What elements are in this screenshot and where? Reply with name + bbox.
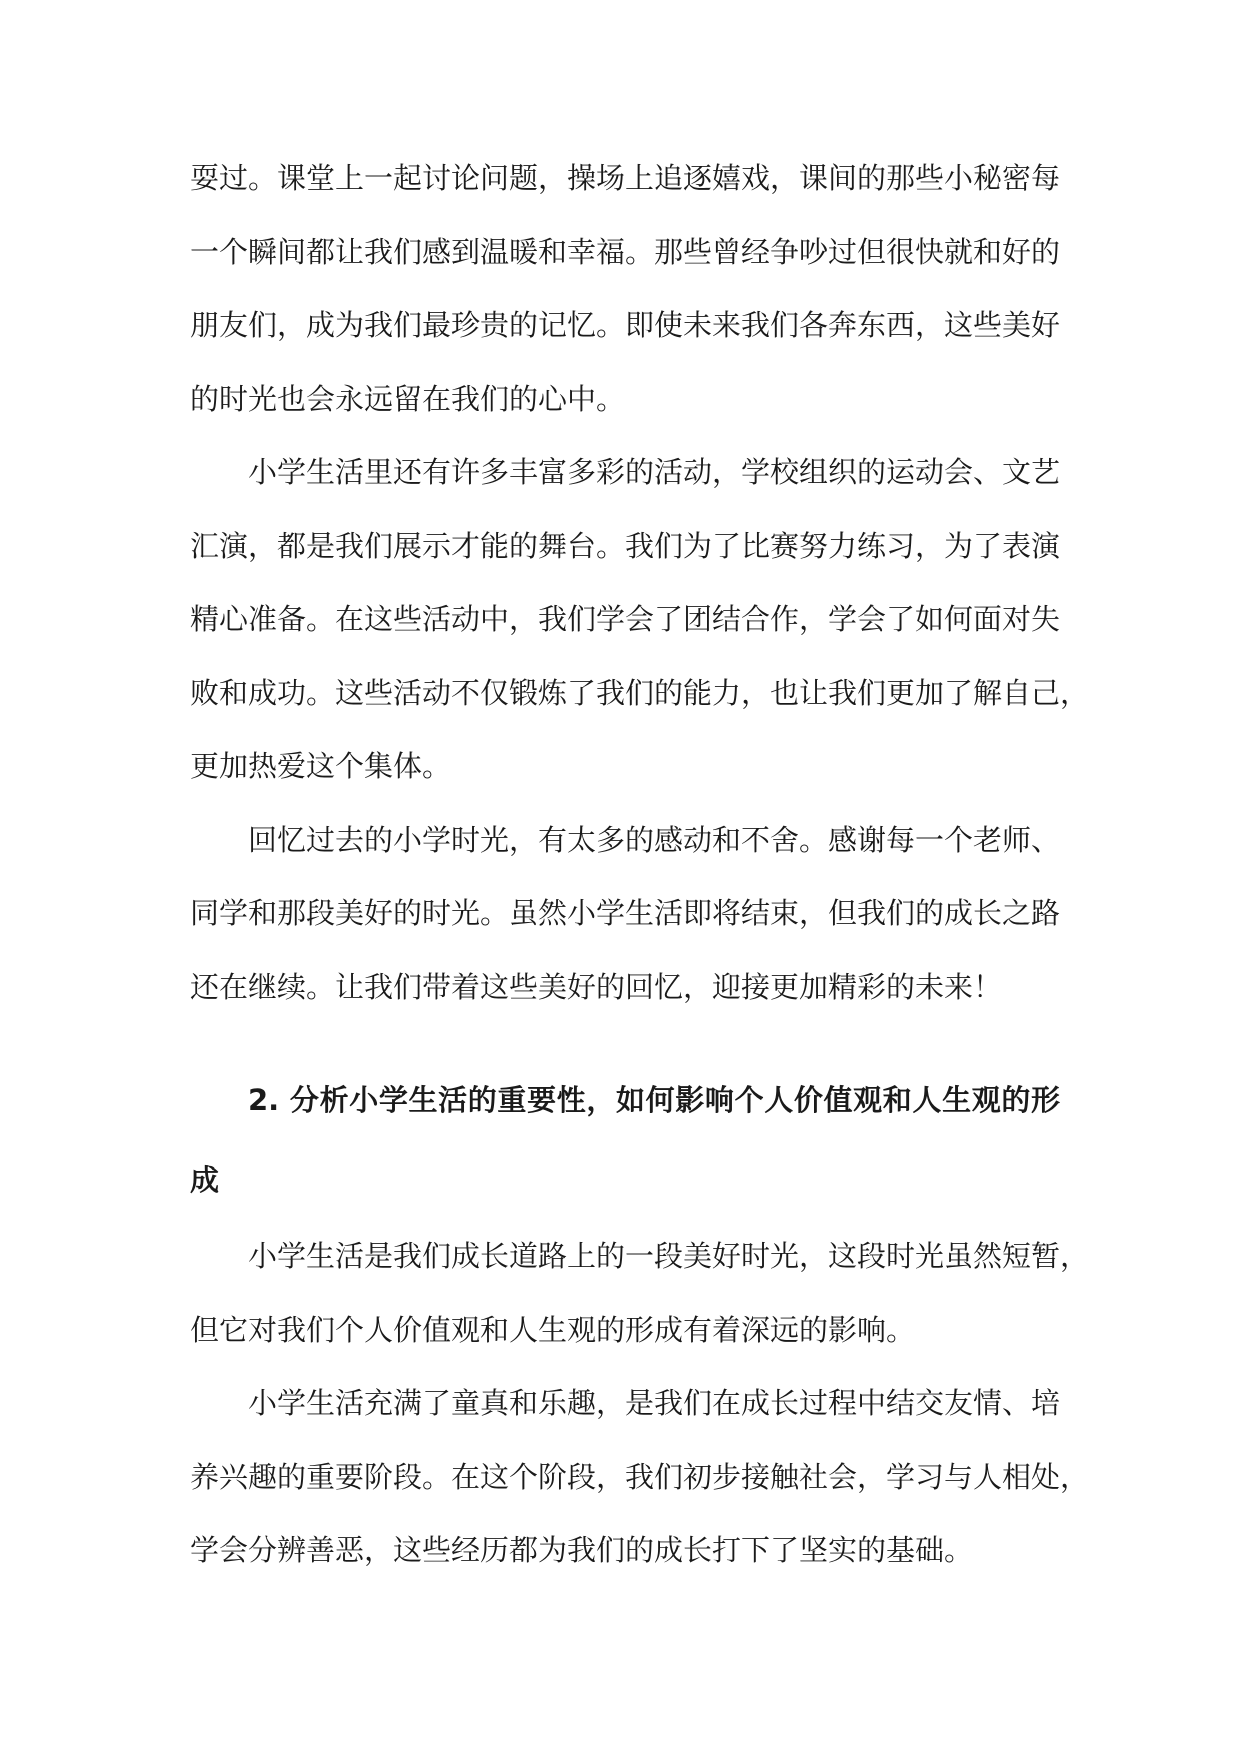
text-line: 但它对我们个人价值观和人生观的形成有着深远的影响。: [190, 1312, 916, 1347]
text-line: 学会分辨善恶，这些经历都为我们的成长打下了坚实的基础。: [190, 1533, 974, 1567]
text-line: 回忆过去的小学时光，有太多的感动和不舍。感谢每一个老师、: [248, 822, 1061, 857]
heading-line: 成: [190, 1163, 220, 1197]
paragraph-memories: [190, 804, 1060, 1025]
paragraph-growth-foundation: [190, 1367, 1090, 1588]
text-line: 一个瞬间都让我们感到温暖和幸福。那些曾经争吵过但很快就和好的: [190, 234, 1061, 269]
section-heading: [190, 1060, 1060, 1220]
spacer: [190, 1024, 1060, 1060]
text-line: 更加热爱这个集体。: [190, 749, 452, 783]
text-line: 同学和那段美好的时光。虽然小学生活即将结束，但我们的成长之路: [190, 896, 1061, 930]
text-line: 小学生活里还有许多丰富多彩的活动，学校组织的运动会、文艺: [248, 455, 1061, 489]
paragraph-importance: [190, 1220, 1090, 1367]
paragraph-activities: [190, 436, 1090, 804]
text-line: 的时光也会永远留在我们的心中。: [190, 381, 626, 416]
paragraph-childhood-friends: [190, 142, 1060, 436]
text-line: 养兴趣的重要阶段。在这个阶段，我们初步接触社会，学习与人相处，: [190, 1459, 1090, 1494]
text-line: 还在继续。让我们带着这些美好的回忆，迎接更加精彩的未来！: [190, 969, 1003, 1004]
heading-line: 2. 分析小学生活的重要性，如何影响个人价值观和人生观的形: [248, 1083, 1060, 1117]
text-line: 小学生活充满了童真和乐趣，是我们在成长过程中结交友情、培: [248, 1386, 1061, 1420]
text-line: 小学生活是我们成长道路上的一段美好时光，这段时光虽然短暂，: [248, 1239, 1090, 1273]
text-line: 耍过。课堂上一起讨论问题，操场上追逐嬉戏，课间的那些小秘密每: [190, 161, 1061, 195]
text-line: 败和成功。这些活动不仅锻炼了我们的能力，也让我们更加了解自己，: [190, 675, 1090, 710]
text-line: 朋友们，成为我们最珍贵的记忆。即使未来我们各奔东西，这些美好: [190, 308, 1061, 342]
text-line: 精心准备。在这些活动中，我们学会了团结合作，学会了如何面对失: [190, 602, 1061, 636]
text-line: 汇演，都是我们展示才能的舞台。我们为了比赛努力练习，为了表演: [190, 528, 1061, 563]
document-page: [190, 142, 1090, 1588]
